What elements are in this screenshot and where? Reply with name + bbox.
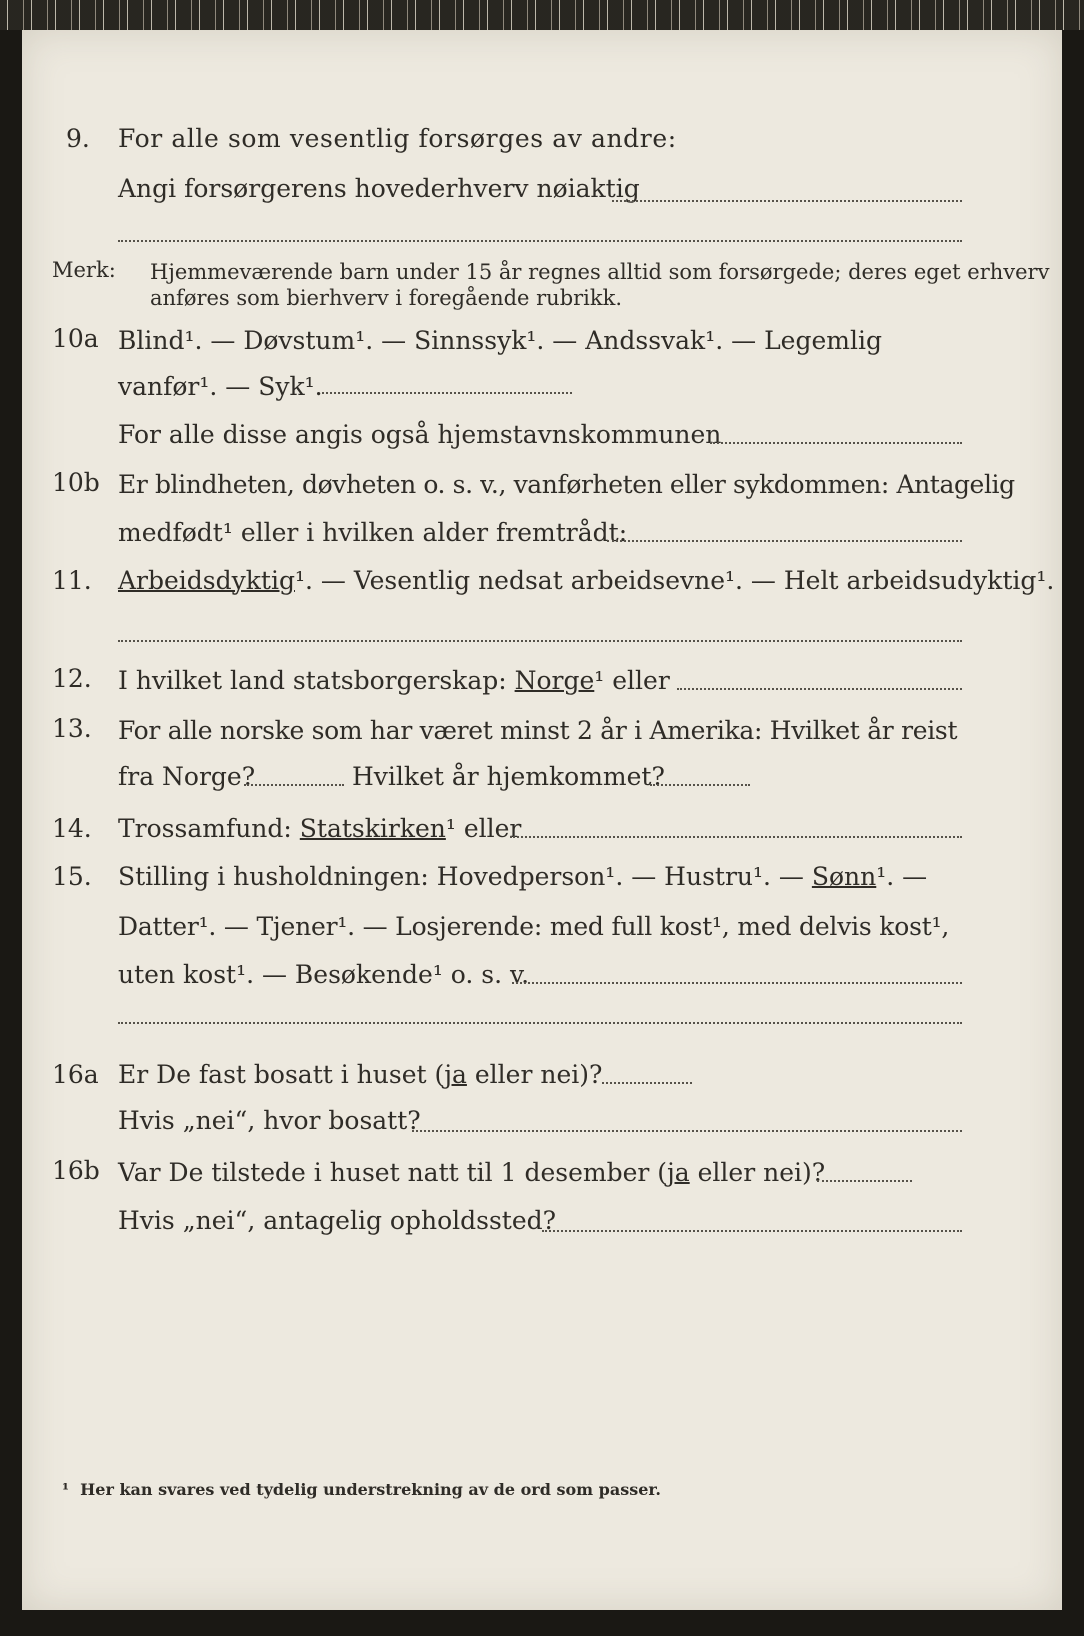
q13-line2a: fra Norge? [118,762,256,791]
q12-norge-underlined: Norge [514,666,595,695]
q15-answer-line[interactable] [512,982,962,984]
q12-eller: ¹ eller [594,666,670,695]
q15-line1-end: ¹. — [876,862,928,891]
q15-answer-line-2[interactable] [118,1022,962,1024]
q9-line2: Angi forsørgerens hovederhverv nøiaktig [118,174,640,203]
q11-line1 [118,568,1054,593]
q15-line3: uten kost¹. — Besøkende¹ o. s. v. [118,960,530,989]
q12-number: 12. [52,664,92,693]
q9-number: 9. [66,124,90,153]
q14-answer-line[interactable] [510,836,962,838]
q11-answer-line[interactable] [118,640,962,642]
q12-line1 [118,668,670,693]
scan-edge [0,0,1084,30]
merk-line2: anføres som bierhverv i foregående rubrikk. [150,286,623,310]
merk-label: Merk: [52,258,116,282]
q16a-bosatt-line[interactable] [412,1130,962,1132]
q15-line2: Datter¹. — Tjener¹. — Losjerende: med full kost¹, med delvis kost¹, [118,912,950,941]
footnote-mark: ¹ [62,1480,70,1499]
q16b-line2: Hvis „nei“, antagelig opholdssted? [118,1206,557,1235]
q10b-line1: Er blindheten, døvheten o. s. v., vanførheten eller sykdommen: Antagelig [118,470,1015,499]
q15-line1 [118,864,927,889]
q16b-line1 [118,1160,825,1185]
q14-text: Trossamfund: [118,814,292,843]
q16b-text: Var De tilstede i huset natt til 1 desember ( [118,1158,668,1187]
q16a-answer-line[interactable] [602,1082,692,1084]
footnote [62,1480,661,1499]
q16a-line2: Hvis „nei“, hvor bosatt? [118,1106,421,1135]
merk-line1: Hjemmeværende barn under 15 år regnes alltid som forsørgede; deres eget erhverv [150,260,1050,284]
q12-text: I hvilket land statsborgerskap: [118,666,507,695]
q10a-hjemstavn-line[interactable] [710,442,962,444]
q16a-ja-underlined: ja [444,1060,467,1089]
q10b-line2: medfødt¹ eller i hvilken alder fremtrådt: [118,518,628,547]
q16b-ja-underlined: ja [667,1158,690,1187]
q10a-answer-line[interactable] [322,392,572,394]
q16b-number: 16b [52,1156,100,1185]
q13-line1: For alle norske som har været minst 2 år i Amerika: Hvilket år reist [118,716,958,745]
q16a-number: 16a [52,1060,99,1089]
q16b-opholdssted-line[interactable] [542,1230,962,1232]
q13-hjemkommet-line[interactable] [650,784,750,786]
q11-number: 11. [52,566,92,595]
q15-number: 15. [52,862,92,891]
q13-number: 13. [52,714,92,743]
q13-reist-line[interactable] [244,784,344,786]
q14-eller: ¹ eller [445,814,522,843]
q9-line1: For alle som vesentlig forsørges av andre: [118,124,677,153]
census-form-page [22,30,1062,1610]
q13-line2b: Hvilket år hjemkommet? [352,762,665,791]
q10b-answer-line[interactable] [607,540,962,542]
footnote-text: Her kan svares ved tydelig understrekning av de ord som passer. [80,1480,661,1499]
q10a-number: 10a [52,324,99,353]
q14-number: 14. [52,814,92,843]
q9-answer-line-2[interactable] [118,240,962,242]
q10a-line2: vanfør¹. — Syk¹. [118,372,323,401]
q15-text: Stilling i husholdningen: Hovedperson¹. — Hustru¹. — [118,862,804,891]
q16a-line1 [118,1062,602,1087]
q14-statskirken-underlined: Statskirken [299,814,446,843]
q10b-number: 10b [52,468,100,497]
q15-sonn-underlined: Sønn [811,862,877,891]
q11-line1-rest: ¹. — Vesentlig nedsat arbeidsevne¹. — Helt arbeidsudyktig¹. [294,566,1055,595]
q10a-line3: For alle disse angis også hjemstavnskommunen [118,420,722,449]
q14-line1 [118,816,521,841]
q16a-end: eller nei)? [466,1060,603,1089]
q11-arbeidsdyktig-underlined: Arbeidsdyktig [118,566,295,595]
q12-answer-line[interactable] [677,688,962,690]
q9-answer-line[interactable] [612,200,962,202]
q16a-text: Er De fast bosatt i huset ( [118,1060,445,1089]
q16b-end: eller nei)? [689,1158,826,1187]
q10a-line1: Blind¹. — Døvstum¹. — Sinnssyk¹. — Andssvak¹. — Legemlig [118,326,882,355]
q16b-answer-line[interactable] [817,1180,912,1182]
